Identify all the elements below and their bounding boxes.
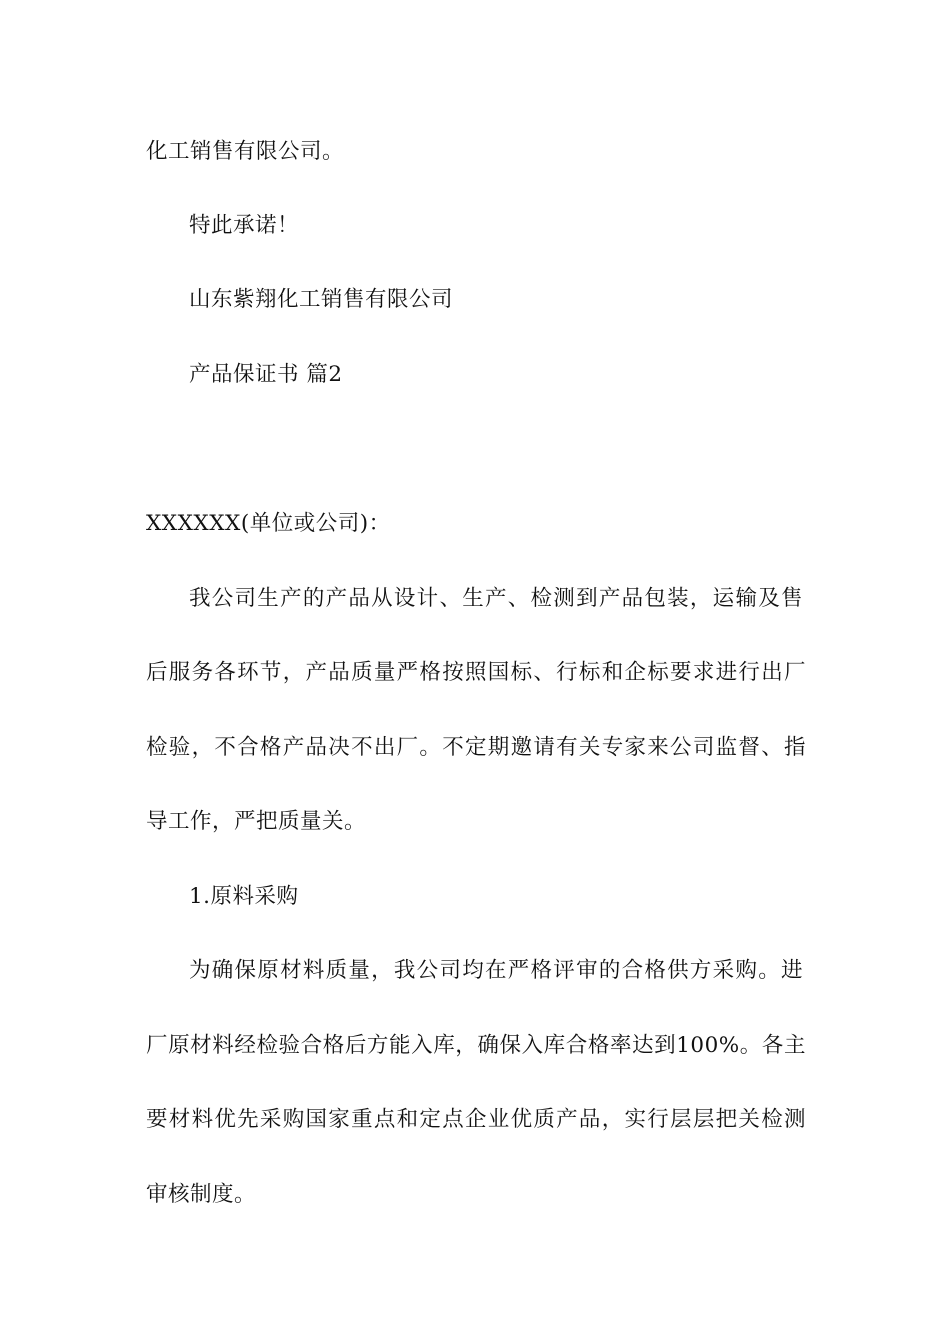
paragraph-1-line-2: 后服务各环节，产品质量严格按照国标、行标和企标要求进行出厂 [146,660,806,685]
paragraph-2-line-3: 要材料优先采购国家重点和定点企业优质产品，实行层层把关检测 [146,1107,806,1132]
text-line-pledge-statement: 特此承诺！ [189,213,300,238]
paragraph-2-line-2: 厂原材料经检验合格后方能入库，确保入库合格率达到100%。各主 [146,1033,806,1058]
text-line-closing-company-fragment: 化工销售有限公司。 [146,139,345,164]
paragraph-2-line-4: 审核制度。 [146,1182,257,1207]
subheading-raw-material-procurement: 1.原料采购 [189,884,299,909]
text-line-addressee: XXXXXX(单位或公司)： [146,511,391,536]
text-line-signatory-company: 山东紫翔化工销售有限公司 [189,287,454,312]
section-heading-part-2: 产品保证书 篇2 [189,362,343,387]
paragraph-2-line-1: 为确保原材料质量，我公司均在严格评审的合格供方采购。进 [189,958,803,983]
paragraph-1-line-1: 我公司生产的产品从设计、生产、检测到产品包装，运输及售 [189,586,803,611]
paragraph-1-line-3: 检验，不合格产品决不出厂。不定期邀请有关专家来公司监督、指 [146,735,806,760]
paragraph-1-line-4: 导工作，严把质量关。 [146,809,367,834]
